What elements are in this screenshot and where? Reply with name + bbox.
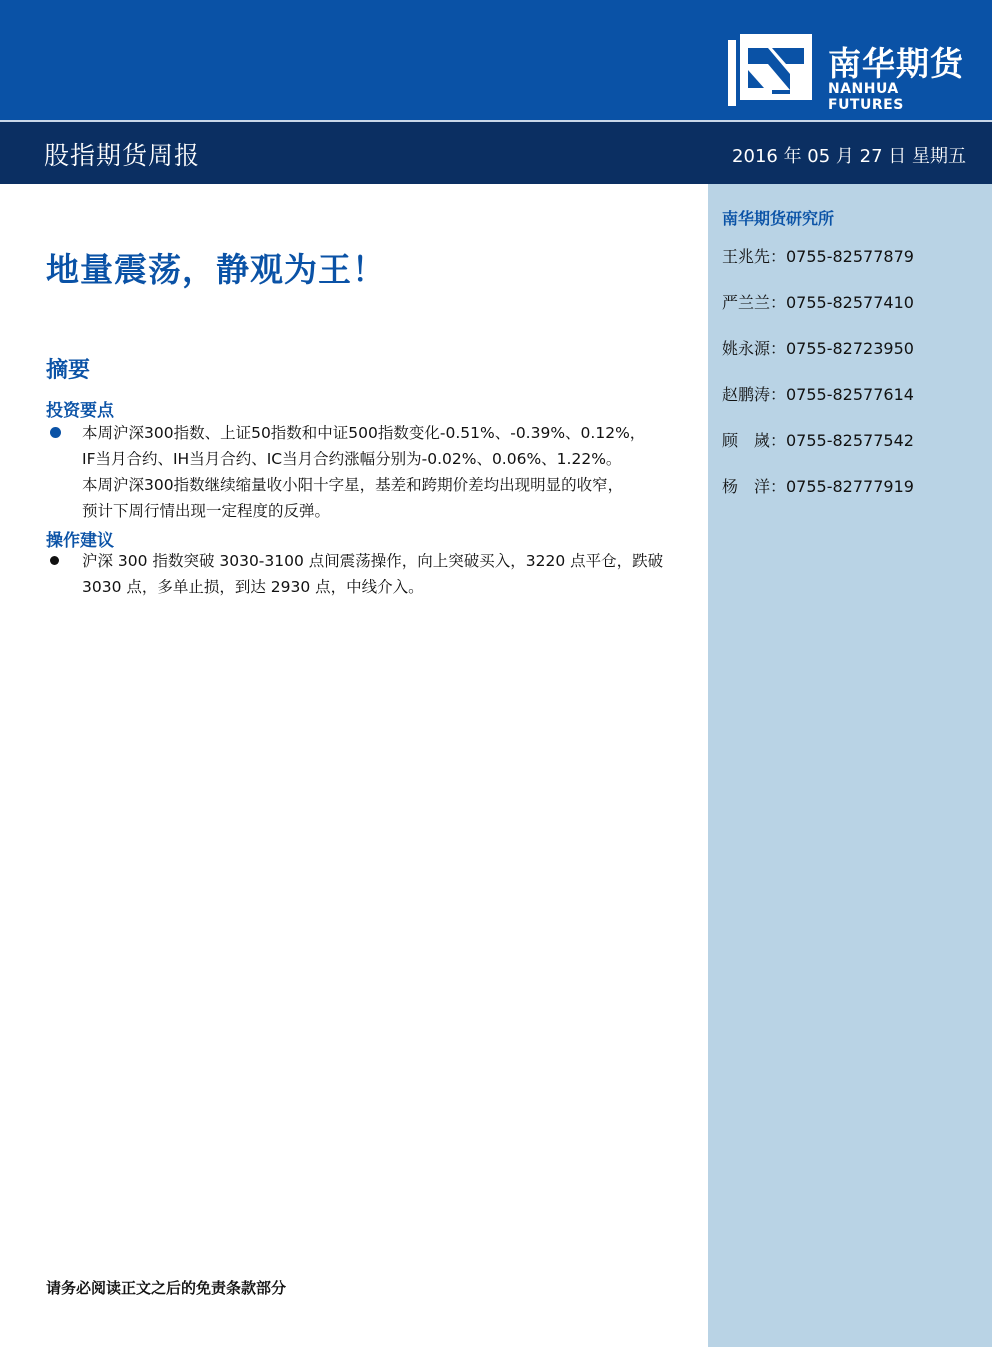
report-header-bar xyxy=(0,122,992,184)
text-line: 预计下周行情出现一定程度的反弹。 xyxy=(82,502,331,520)
logo-english-name: NANHUA FUTURES xyxy=(828,81,904,113)
contact-item: 严兰兰：0755-82577410 xyxy=(722,293,914,312)
logo-chinese-name: 南华期货 xyxy=(828,44,964,83)
report-type: 股指期货周报 xyxy=(44,141,201,170)
contact-item: 顾 嵗：0755-82577542 xyxy=(722,431,914,450)
contact-sidebar xyxy=(708,184,992,1347)
company-logo xyxy=(728,34,978,113)
bullet-icon xyxy=(50,556,59,565)
contact-item: 王兆先：0755-82577879 xyxy=(722,247,914,266)
disclaimer-note: 请务必阅读正文之后的免责条款部分 xyxy=(46,1279,287,1297)
operation-advice-text xyxy=(82,548,682,600)
text-line: IF当月合约、IH当月合约、IC当月合约涨幅分别为-0.02%、0.06%、1.22%。 xyxy=(82,450,622,468)
report-date: 2016 年 05 月 27 日 星期五 xyxy=(732,146,966,167)
summary-heading: 摘要 xyxy=(46,358,91,383)
operation-advice-heading: 操作建议 xyxy=(46,531,114,551)
text-line: 本周沪深300指数、上证50指数和中证500指数变化-0.51%、-0.39%、0.12%， xyxy=(82,424,646,442)
header-banner xyxy=(0,0,992,120)
text-line: 3030 点，多单止损，到达 2930 点，中线介入。 xyxy=(82,578,424,596)
bullet-icon xyxy=(50,427,61,438)
investment-points-heading: 投资要点 xyxy=(46,401,114,421)
text-line: 本周沪深300指数继续缩量收小阳十字星，基差和跨期价差均出现明显的收窄， xyxy=(82,476,624,494)
research-institute-title: 南华期货研究所 xyxy=(722,209,835,228)
nanhua-logo-icon xyxy=(728,34,814,108)
report-title: 地量震荡，静观为王！ xyxy=(46,250,386,289)
contact-item: 杨 洋：0755-82777919 xyxy=(722,477,914,496)
text-line: 沪深 300 指数突破 3030-3100 点间震荡操作，向上突破买入，3220 点平仓，跌破 xyxy=(82,552,664,570)
contact-item: 赵鹏涛：0755-82577614 xyxy=(722,385,914,404)
contact-item: 姚永源：0755-82723950 xyxy=(722,339,914,358)
investment-points-text xyxy=(82,420,682,524)
